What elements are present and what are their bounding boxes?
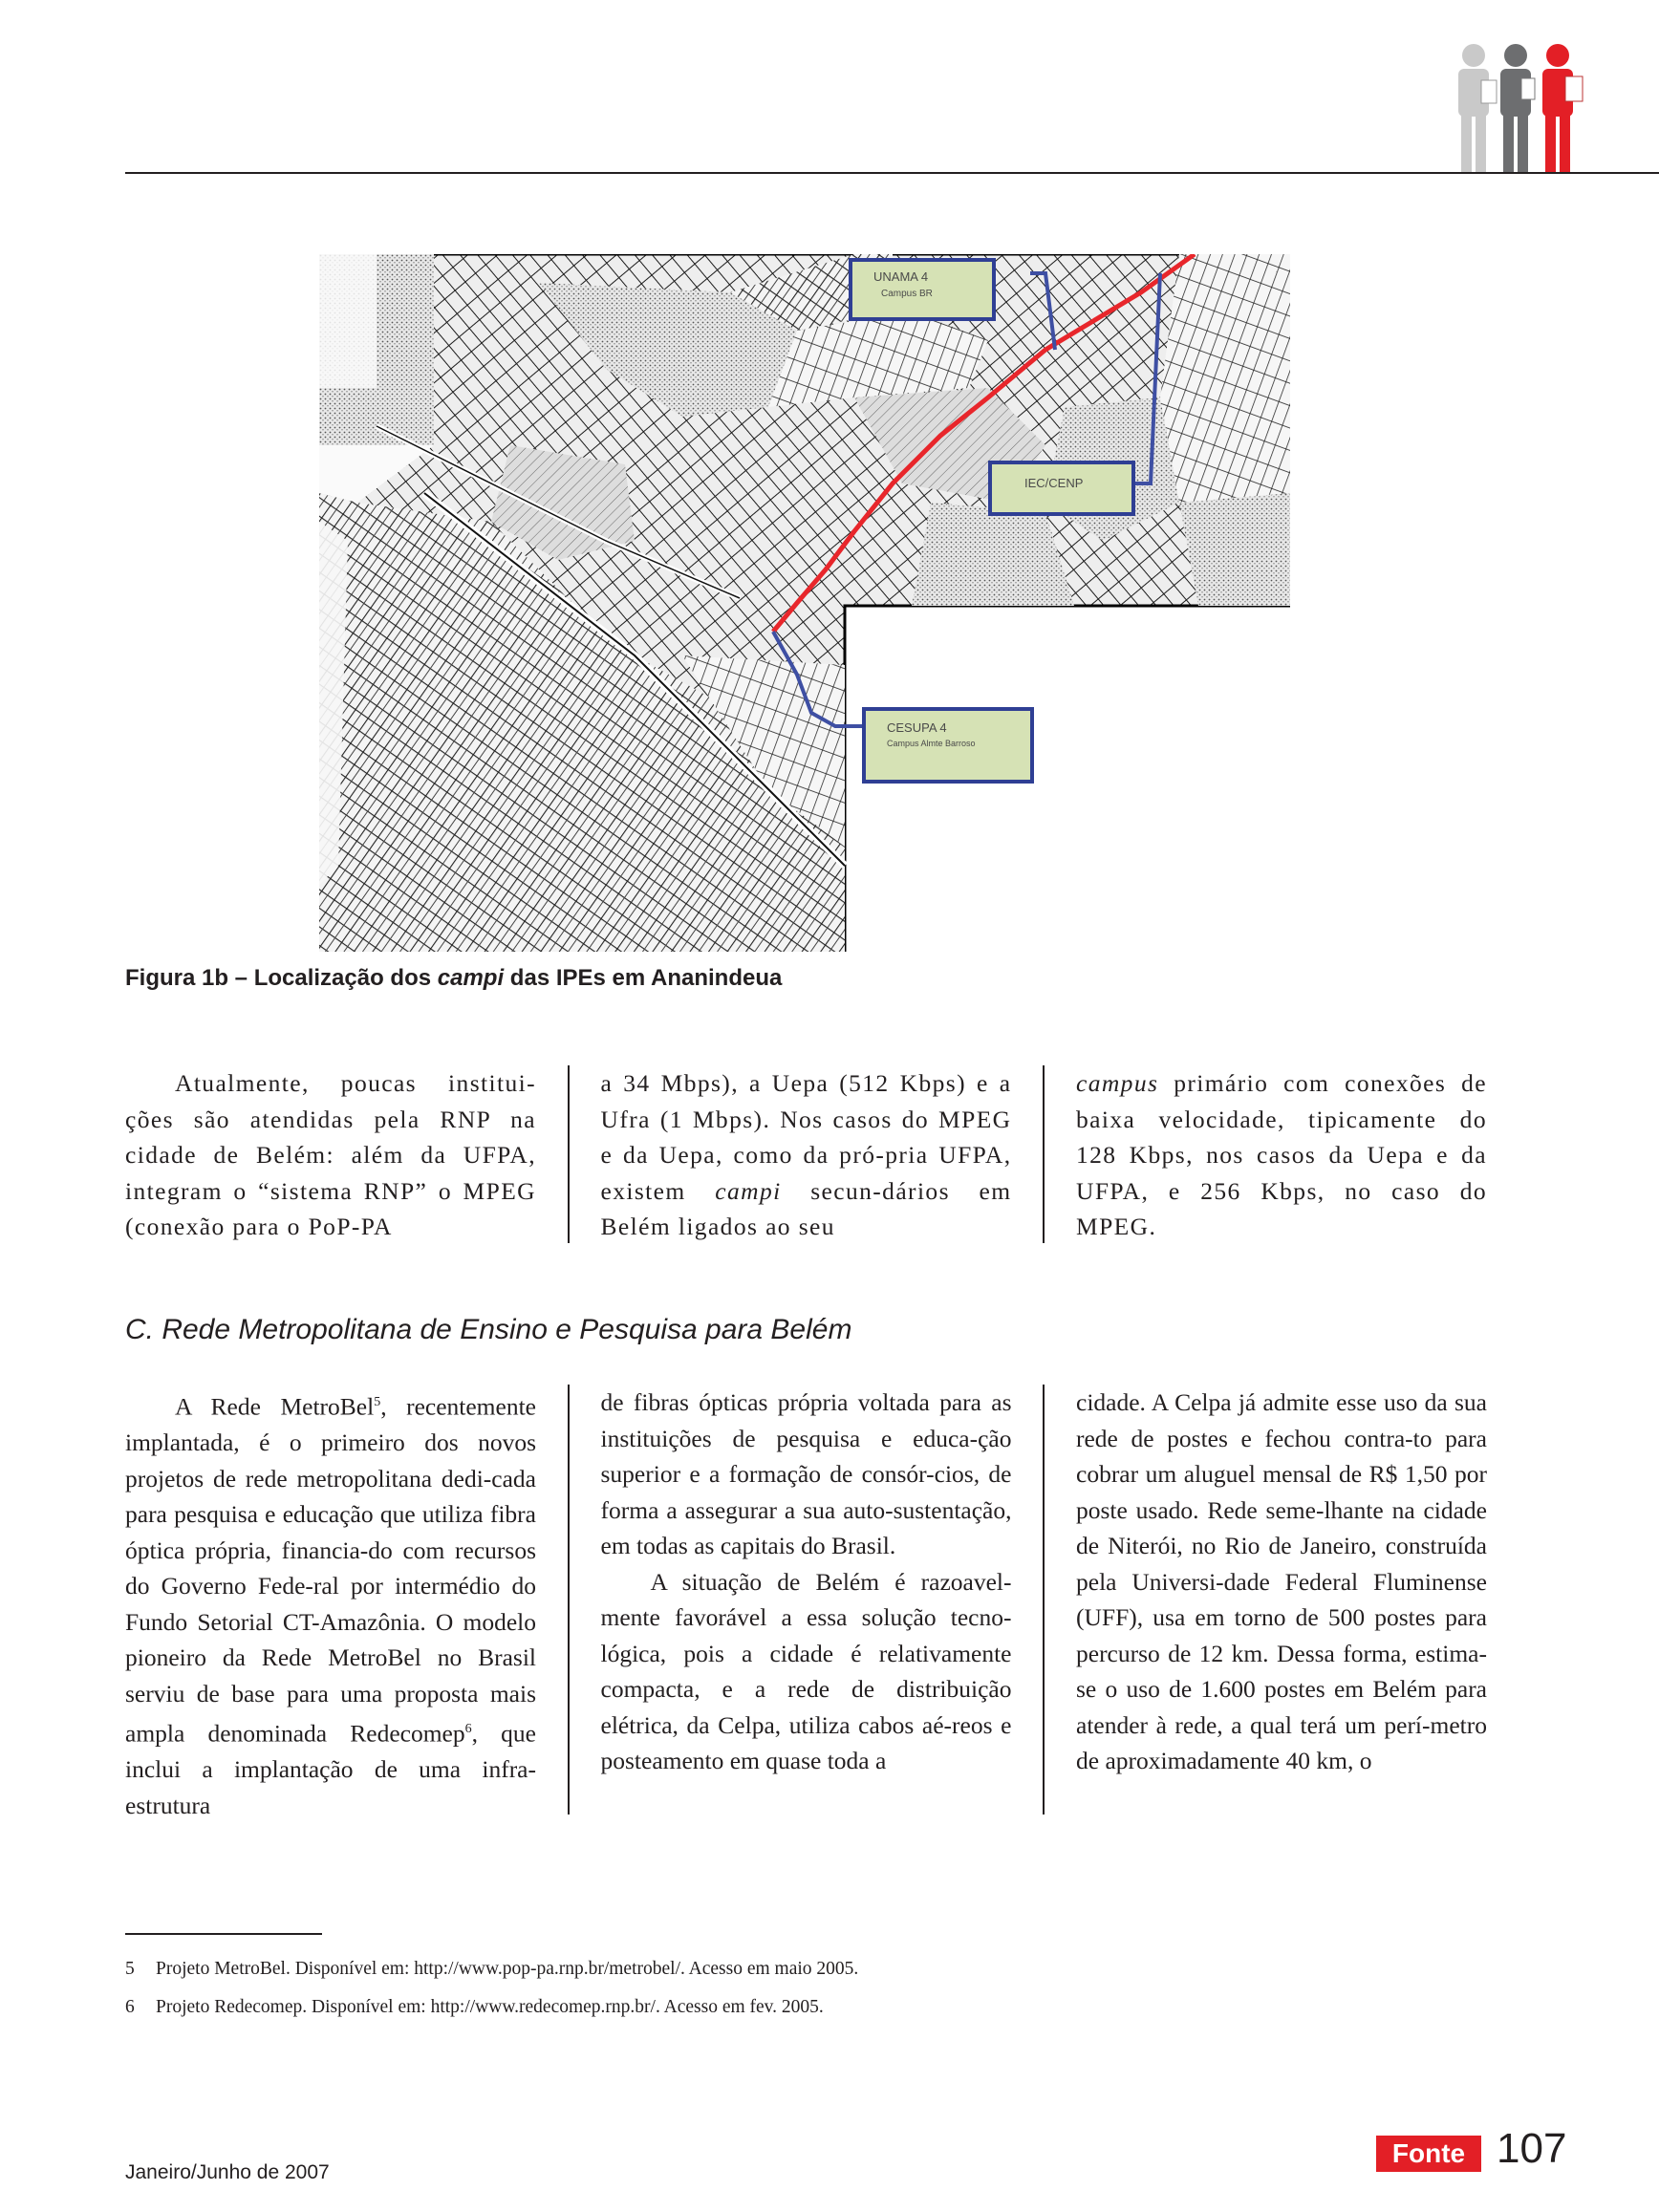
paragraph: cidade. A Celpa já admite esse uso da sua rede de postes e fechou contra-to para cobrar um aluguel mensal de R$ 1,50 por poste usado. Rede seme-lhante na cidade de Niterói, no Rio de Janeiro, construída pela Universi-dade Federal Fluminense (UFF), usa em torno de 500 postes para percurso de 12 km. Dessa forma, estima-se o uso de 1.600 postes em Belém para atender à rede, a qual terá um perí-metro de aproximadamente 40 km, o xyxy=(1076,1388,1487,1774)
column-divider xyxy=(1043,1385,1045,1815)
body-columns xyxy=(125,1385,1487,1823)
column-divider xyxy=(1043,1065,1045,1243)
footer-date: Janeiro/Junho de 2007 xyxy=(125,2161,330,2183)
body-column-3 xyxy=(1076,1385,1487,1823)
intro-column-1 xyxy=(125,1065,536,1245)
paragraph: campus primário com conexões de baixa velocidade, tipicamente do 128 Kbps, nos casos da Uepa e da UFPA, e 256 Kbps, no caso do MPEG. xyxy=(1076,1069,1487,1240)
map-box-subtitle: Campus Almte Barroso xyxy=(887,739,976,748)
map-box-title: IEC/CENP xyxy=(1024,476,1084,490)
paragraph: de fibras ópticas própria voltada para as instituições de pesquisa e educa-ção superior e a formação de consór-cios, de forma a assegurar a sua auto-sustentação, em todas as capitais do Brasil. xyxy=(600,1388,1012,1559)
intro-columns xyxy=(125,1065,1487,1245)
figure-caption: Figura 1b – Localização dos campi das IPEs em Ananindeua xyxy=(125,965,783,991)
map-box-title: CESUPA 4 xyxy=(887,720,947,735)
map-box-title: UNAMA 4 xyxy=(873,269,929,284)
map-box-subtitle: Campus BR xyxy=(881,289,933,299)
column-divider xyxy=(568,1385,570,1815)
paragraph: Atualmente, poucas institui-ções são atendidas pela RNP na cidade de Belém: além da UFPA, integram o “sistema RNP” o MPEG (conexão para o PoP-PA xyxy=(125,1069,536,1240)
body-column-2 xyxy=(601,1385,1012,1823)
intro-column-2 xyxy=(601,1065,1012,1245)
paragraph: a 34 Mbps), a Uepa (512 Kbps) e a Ufra (1 Mbps). Nos casos do MPEG e da Uepa, como da pró-pria UFPA, existem campi secun-dários em Belém ligados ao seu xyxy=(600,1069,1012,1240)
footnote: 6 Projeto Redecomep. Disponível em: http://www.redecomep.rnp.br/. Acesso em fev. 2005. xyxy=(125,1997,824,2017)
footnote-rule xyxy=(125,1933,322,1935)
paragraph: A Rede MetroBel$^5$, recentemente implantada, é o primeiro dos novos projetos de rede metropolitana dedi-cada para pesquisa e educação que utiliza fibra óptica própria, financia-do com recursos do Governo Fede-ral por intermédio do Fundo Setorial CT-Amazônia. O modelo pioneiro da Rede MetroBel no Brasil serviu de base para uma proposta mais ampla denominada Redecomep$^6$, que inclui a implantação de uma infra-estrutura xyxy=(125,1392,537,1819)
paragraph: A situação de Belém é razoavel-mente favorável a essa solução tecno-lógica, pois a cidade é relativamente compacta, e a rede de distribuição elétrica, da Celpa, utiliza cabos aé-reos e posteamento em quase toda a xyxy=(600,1567,1012,1774)
footnote: 5 Projeto MetroBel. Disponível em: http://www.pop-pa.rnp.br/metrobel/. Acesso em maio 2005. xyxy=(125,1959,859,1979)
header-rule xyxy=(125,172,1659,174)
map-box-cesupa xyxy=(864,709,1032,782)
page-number: 107 xyxy=(1497,2125,1567,2172)
intro-column-3 xyxy=(1076,1065,1487,1245)
people-icon xyxy=(1445,42,1598,176)
fonte-logo: Fonte xyxy=(1376,2136,1481,2172)
column-divider xyxy=(568,1065,570,1243)
section-title: C. Rede Metropolitana de Ensino e Pesquisa para Belém xyxy=(125,1314,852,1345)
map-figure xyxy=(319,254,1290,952)
map-box-iec-cenp xyxy=(990,462,1133,514)
map-box-unama xyxy=(851,260,994,319)
body-column-1 xyxy=(125,1385,536,1823)
